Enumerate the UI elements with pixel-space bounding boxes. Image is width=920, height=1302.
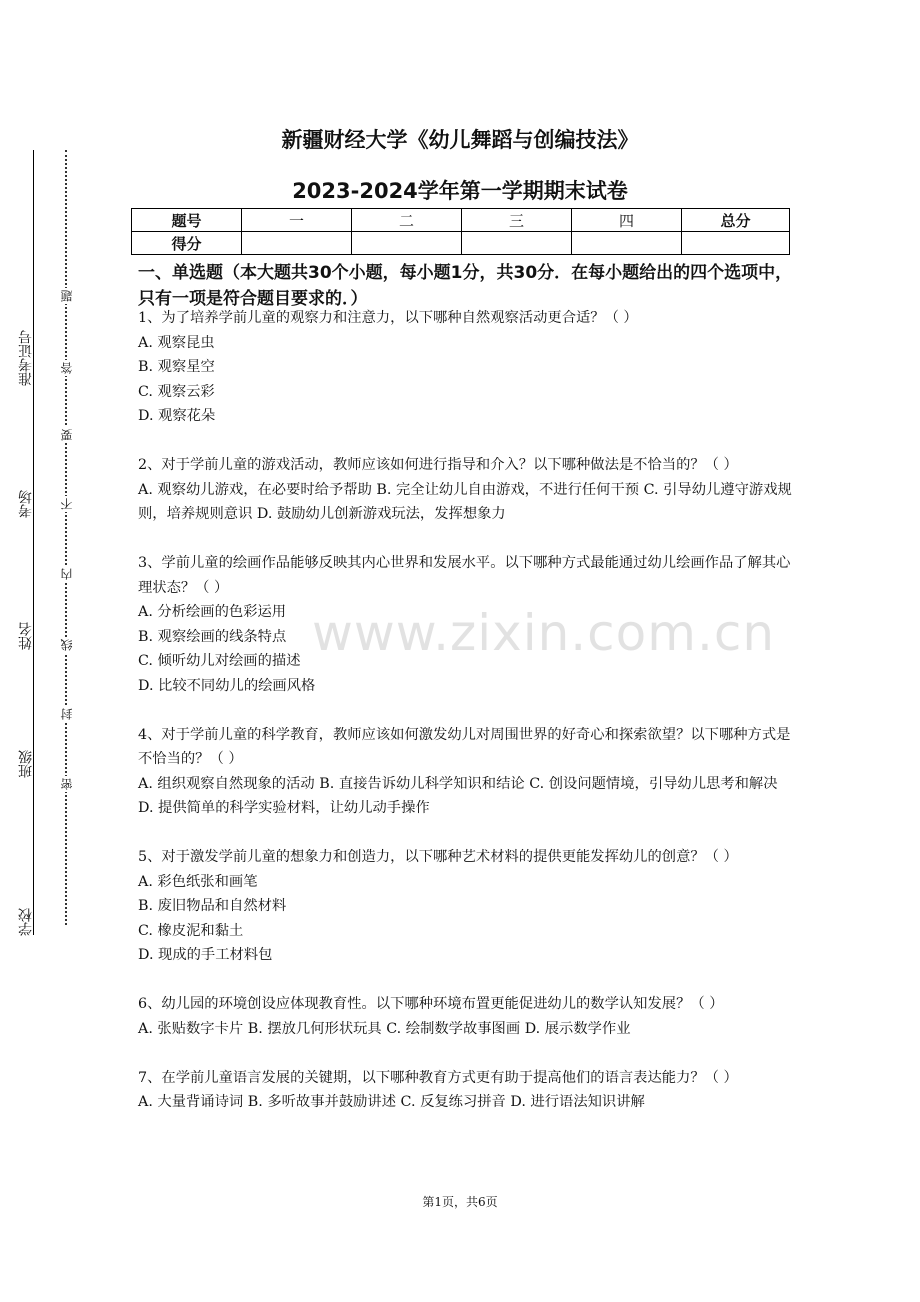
- score-cell: [352, 232, 462, 255]
- header-cell-2: 二: [352, 209, 462, 232]
- score-cell: [462, 232, 572, 255]
- question-option: A. 观察昆虫: [138, 334, 215, 351]
- page-footer: 第1页，共6页: [422, 1195, 498, 1209]
- score-cell: [572, 232, 682, 255]
- field-name: 姓名: [18, 622, 34, 650]
- question-option: D. 观察花朵: [138, 408, 216, 424]
- field-exam-id: 准考证号: [18, 330, 34, 386]
- seal-char: 内: [60, 568, 74, 580]
- question-option: D. 比较不同幼儿的绘画风格: [138, 677, 316, 694]
- header-cell-question-no: 题号: [132, 209, 242, 232]
- seal-char: 不: [60, 498, 74, 510]
- question-option: A. 大量背诵诗词 B. 多听故事并鼓励讲述 C. 反复练习拼音 D. 进行语法知识讲解: [138, 1094, 645, 1110]
- exam-room-line: [33, 395, 34, 545]
- question-stem: 1、为了培养学前儿童的观察力和注意力，以下哪种自然观察活动更合适？（ ）: [138, 310, 638, 326]
- field-exam-room: 考场: [18, 490, 34, 518]
- question-option: A. 分析绘画的色彩运用: [138, 604, 287, 620]
- score-cell: [242, 232, 352, 255]
- question-option: C. 倾听幼儿对绘画的描述: [138, 653, 301, 669]
- seal-dotted-line: [65, 150, 67, 925]
- question-block: [138, 723, 792, 821]
- question-stem: 2、对于学前儿童的游戏活动，教师应该如何进行指导和介入？以下哪种做法是不恰当的？（ ）: [138, 457, 738, 473]
- header-cell-total: 总分: [682, 209, 790, 232]
- exam-subtitle: 2023-2024学年第一学期期末试卷: [292, 179, 628, 203]
- question-block: [138, 845, 792, 968]
- field-class: 班级: [18, 750, 34, 778]
- header-cell-1: 一: [242, 209, 352, 232]
- exam-title: 新疆财经大学《幼儿舞蹈与创编技法》: [281, 128, 639, 152]
- seal-char: 线: [60, 639, 74, 651]
- question-option: A. 组织观察自然现象的活动 B. 直接告诉幼儿科学知识和结论 C. 创设问题情境，引导幼儿思考和解决 D. 提供简单的科学实验材料，让幼儿动手操作: [138, 775, 778, 816]
- question-option: A. 张贴数字卡片 B. 摆放几何形状玩具 C. 绘制数学故事图画 D. 展示数学作业: [138, 1020, 631, 1037]
- seal-char: 封: [60, 708, 74, 720]
- question-block: [138, 453, 792, 527]
- score-cell: [682, 232, 790, 255]
- seal-char: 要: [60, 429, 74, 441]
- seal-char: 题: [60, 290, 74, 302]
- question-option: D. 现成的手工材料包: [138, 947, 273, 963]
- question-stem: 6、幼儿园的环境创设应体现教育性。以下哪种环境布置更能促进幼儿的数学认知发展？（ ）: [138, 996, 724, 1012]
- question-list: [138, 306, 792, 1139]
- question-stem: 5、对于激发学前儿童的想象力和创造力，以下哪种艺术材料的提供更能发挥幼儿的创意？（ ）: [138, 849, 738, 865]
- question-block: [138, 306, 792, 429]
- question-block: [138, 1066, 792, 1115]
- score-label-cell: 得分: [132, 232, 242, 255]
- question-stem: 4、对于学前儿童的科学教育，教师应该如何激发幼儿对周围世界的好奇心和探索欲望？以下哪种方式是不恰当的？（ ）: [138, 726, 791, 767]
- question-stem: 3、学前儿童的绘画作品能够反映其内心世界和发展水平。以下哪种方式最能通过幼儿绘画作品了解其心理状态？（ ）: [138, 555, 791, 596]
- question-option: B. 观察绘画的线条特点: [138, 628, 287, 645]
- header-cell-4: 四: [572, 209, 682, 232]
- question-option: B. 观察星空: [138, 359, 215, 375]
- question-option: C. 观察云彩: [138, 383, 215, 400]
- watermark: www.zixin.com.cn: [312, 604, 776, 662]
- seal-char: 密: [60, 778, 74, 790]
- question-option: C. 橡皮泥和黏土: [138, 922, 244, 939]
- question-option: B. 废旧物品和自然材料: [138, 898, 287, 914]
- score-table: [131, 208, 790, 255]
- header-cell-3: 三: [462, 209, 572, 232]
- score-table-header-row: [132, 209, 790, 232]
- question-option: A. 观察幼儿游戏，在必要时给予帮助 B. 完全让幼儿自由游戏，不进行任何干预 C. 引导幼儿遵守游戏规则，培养规则意识 D. 鼓励幼儿创新游戏玩法，发挥想象力: [138, 481, 792, 522]
- question-block: [138, 992, 792, 1041]
- question-stem: 7、在学前儿童语言发展的关键期，以下哪种教育方式更有助于提高他们的语言表达能力？（ ）: [138, 1069, 738, 1086]
- section-heading: 一、单选题（本大题共30个小题，每小题1分，共30分．在每小题给出的四个选项中，只有一项是符合题目要求的．）: [138, 263, 793, 309]
- field-school: 学校: [18, 908, 34, 936]
- question-option: A. 彩色纸张和画笔: [138, 873, 258, 890]
- seal-char: 答: [60, 362, 74, 374]
- score-table-score-row: [132, 232, 790, 255]
